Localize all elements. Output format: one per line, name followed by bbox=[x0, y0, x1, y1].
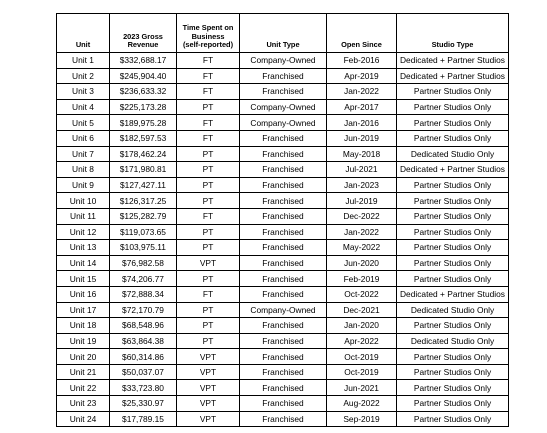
cell-unit-type: Franchised bbox=[240, 208, 327, 224]
cell-time-spent: PT bbox=[177, 146, 240, 162]
cell-unit-type: Franchised bbox=[240, 193, 327, 209]
unit-revenue-table bbox=[56, 13, 509, 427]
cell-open-since: Apr-2022 bbox=[327, 333, 397, 349]
cell-open-since: Dec-2022 bbox=[327, 208, 397, 224]
table-row bbox=[57, 318, 509, 334]
table-row bbox=[57, 130, 509, 146]
cell-open-since: Aug-2022 bbox=[327, 396, 397, 412]
cell-time-spent: VPT bbox=[177, 364, 240, 380]
cell-unit: Unit 13 bbox=[57, 240, 110, 256]
cell-open-since: Jan-2022 bbox=[327, 84, 397, 100]
header-time-line2: Business bbox=[191, 31, 225, 41]
cell-gross-revenue: $68,548.96 bbox=[110, 318, 177, 334]
cell-gross-revenue: $63,864.38 bbox=[110, 333, 177, 349]
cell-time-spent: VPT bbox=[177, 411, 240, 427]
cell-unit-type: Franchised bbox=[240, 177, 327, 193]
table-row bbox=[57, 208, 509, 224]
table-row bbox=[57, 115, 509, 131]
cell-gross-revenue: $245,904.40 bbox=[110, 68, 177, 84]
cell-open-since: Oct-2022 bbox=[327, 286, 397, 302]
cell-open-since: Apr-2017 bbox=[327, 99, 397, 115]
cell-open-since: Sep-2019 bbox=[327, 411, 397, 427]
cell-gross-revenue: $189,975.28 bbox=[110, 115, 177, 131]
cell-time-spent: FT bbox=[177, 130, 240, 146]
table-row bbox=[57, 364, 509, 380]
cell-unit-type: Franchised bbox=[240, 318, 327, 334]
cell-unit: Unit 11 bbox=[57, 208, 110, 224]
cell-studio-type: Dedicated Studio Only bbox=[397, 302, 509, 318]
table-row bbox=[57, 411, 509, 427]
cell-unit: Unit 3 bbox=[57, 84, 110, 100]
table-row bbox=[57, 380, 509, 396]
cell-open-since: Oct-2019 bbox=[327, 364, 397, 380]
cell-time-spent: PT bbox=[177, 333, 240, 349]
cell-time-spent: FT bbox=[177, 286, 240, 302]
cell-unit: Unit 18 bbox=[57, 318, 110, 334]
cell-unit: Unit 20 bbox=[57, 349, 110, 365]
cell-unit: Unit 2 bbox=[57, 68, 110, 84]
table-row bbox=[57, 162, 509, 178]
header-open-since: Open Since bbox=[327, 14, 397, 53]
cell-unit-type: Franchised bbox=[240, 162, 327, 178]
cell-studio-type: Dedicated + Partner Studios bbox=[397, 53, 509, 69]
cell-unit-type: Company-Owned bbox=[240, 115, 327, 131]
header-revenue-line1: 2023 Gross bbox=[123, 31, 163, 41]
table-row bbox=[57, 396, 509, 412]
cell-studio-type: Partner Studios Only bbox=[397, 364, 509, 380]
cell-unit-type: Franchised bbox=[240, 396, 327, 412]
cell-time-spent: VPT bbox=[177, 396, 240, 412]
cell-studio-type: Partner Studios Only bbox=[397, 208, 509, 224]
cell-gross-revenue: $127,427.11 bbox=[110, 177, 177, 193]
cell-unit: Unit 10 bbox=[57, 193, 110, 209]
cell-unit: Unit 21 bbox=[57, 364, 110, 380]
cell-gross-revenue: $236,633.32 bbox=[110, 84, 177, 100]
cell-open-since: May-2018 bbox=[327, 146, 397, 162]
header-unit-type: Unit Type bbox=[240, 14, 327, 53]
cell-studio-type: Partner Studios Only bbox=[397, 84, 509, 100]
table-row bbox=[57, 333, 509, 349]
cell-gross-revenue: $125,282.79 bbox=[110, 208, 177, 224]
cell-studio-type: Partner Studios Only bbox=[397, 318, 509, 334]
cell-unit: Unit 14 bbox=[57, 255, 110, 271]
cell-time-spent: VPT bbox=[177, 349, 240, 365]
table-row bbox=[57, 240, 509, 256]
cell-gross-revenue: $25,330.97 bbox=[110, 396, 177, 412]
cell-open-since: May-2022 bbox=[327, 240, 397, 256]
table-body bbox=[57, 53, 509, 427]
cell-open-since: Jan-2020 bbox=[327, 318, 397, 334]
cell-time-spent: FT bbox=[177, 208, 240, 224]
cell-gross-revenue: $119,073.65 bbox=[110, 224, 177, 240]
cell-unit: Unit 4 bbox=[57, 99, 110, 115]
cell-unit-type: Franchised bbox=[240, 130, 327, 146]
cell-unit: Unit 24 bbox=[57, 411, 110, 427]
cell-time-spent: PT bbox=[177, 193, 240, 209]
cell-time-spent: PT bbox=[177, 224, 240, 240]
cell-unit-type: Franchised bbox=[240, 380, 327, 396]
cell-gross-revenue: $225,173.28 bbox=[110, 99, 177, 115]
cell-gross-revenue: $33,723.80 bbox=[110, 380, 177, 396]
cell-time-spent: VPT bbox=[177, 255, 240, 271]
cell-gross-revenue: $76,982.58 bbox=[110, 255, 177, 271]
cell-studio-type: Partner Studios Only bbox=[397, 255, 509, 271]
cell-studio-type: Dedicated Studio Only bbox=[397, 146, 509, 162]
cell-unit-type: Franchised bbox=[240, 333, 327, 349]
cell-studio-type: Partner Studios Only bbox=[397, 271, 509, 287]
cell-open-since: Jun-2019 bbox=[327, 130, 397, 146]
cell-time-spent: FT bbox=[177, 68, 240, 84]
cell-unit-type: Company-Owned bbox=[240, 302, 327, 318]
cell-studio-type: Partner Studios Only bbox=[397, 380, 509, 396]
cell-unit-type: Franchised bbox=[240, 349, 327, 365]
table-row bbox=[57, 255, 509, 271]
cell-open-since: Dec-2021 bbox=[327, 302, 397, 318]
table-row bbox=[57, 177, 509, 193]
cell-time-spent: PT bbox=[177, 240, 240, 256]
cell-open-since: Feb-2019 bbox=[327, 271, 397, 287]
cell-gross-revenue: $60,314.86 bbox=[110, 349, 177, 365]
table-row bbox=[57, 68, 509, 84]
cell-unit-type: Franchised bbox=[240, 411, 327, 427]
table-row bbox=[57, 99, 509, 115]
cell-gross-revenue: $171,980.81 bbox=[110, 162, 177, 178]
cell-studio-type: Partner Studios Only bbox=[397, 396, 509, 412]
cell-gross-revenue: $178,462.24 bbox=[110, 146, 177, 162]
header-time-line1: Time Spent on bbox=[182, 23, 234, 33]
header-unit: Unit bbox=[57, 14, 110, 53]
cell-studio-type: Dedicated + Partner Studios bbox=[397, 162, 509, 178]
header-gross-revenue bbox=[110, 14, 177, 53]
cell-studio-type: Partner Studios Only bbox=[397, 99, 509, 115]
header-time-spent bbox=[177, 14, 240, 53]
cell-open-since: Jan-2023 bbox=[327, 177, 397, 193]
cell-time-spent: FT bbox=[177, 84, 240, 100]
table-row bbox=[57, 84, 509, 100]
cell-unit-type: Franchised bbox=[240, 146, 327, 162]
cell-unit-type: Franchised bbox=[240, 364, 327, 380]
cell-studio-type: Partner Studios Only bbox=[397, 411, 509, 427]
cell-time-spent: PT bbox=[177, 318, 240, 334]
cell-studio-type: Partner Studios Only bbox=[397, 224, 509, 240]
cell-unit-type: Franchised bbox=[240, 255, 327, 271]
cell-unit-type: Franchised bbox=[240, 271, 327, 287]
cell-open-since: Jul-2019 bbox=[327, 193, 397, 209]
cell-open-since: Jan-2016 bbox=[327, 115, 397, 131]
cell-studio-type: Partner Studios Only bbox=[397, 130, 509, 146]
cell-unit: Unit 19 bbox=[57, 333, 110, 349]
table-row bbox=[57, 224, 509, 240]
table-row bbox=[57, 349, 509, 365]
cell-gross-revenue: $74,206.77 bbox=[110, 271, 177, 287]
cell-time-spent: FT bbox=[177, 53, 240, 69]
header-revenue-line2: Revenue bbox=[127, 40, 159, 50]
cell-gross-revenue: $103,975.11 bbox=[110, 240, 177, 256]
cell-studio-type: Partner Studios Only bbox=[397, 193, 509, 209]
cell-unit: Unit 22 bbox=[57, 380, 110, 396]
cell-unit: Unit 16 bbox=[57, 286, 110, 302]
cell-studio-type: Dedicated + Partner Studios bbox=[397, 68, 509, 84]
cell-gross-revenue: $72,888.34 bbox=[110, 286, 177, 302]
cell-open-since: Jul-2021 bbox=[327, 162, 397, 178]
cell-studio-type: Partner Studios Only bbox=[397, 177, 509, 193]
cell-unit: Unit 17 bbox=[57, 302, 110, 318]
cell-time-spent: PT bbox=[177, 271, 240, 287]
cell-studio-type: Partner Studios Only bbox=[397, 240, 509, 256]
cell-open-since: Jun-2021 bbox=[327, 380, 397, 396]
cell-time-spent: PT bbox=[177, 162, 240, 178]
header-studio-type: Studio Type bbox=[397, 14, 509, 53]
cell-gross-revenue: $17,789.15 bbox=[110, 411, 177, 427]
cell-unit-type: Franchised bbox=[240, 240, 327, 256]
cell-unit: Unit 7 bbox=[57, 146, 110, 162]
cell-time-spent: FT bbox=[177, 115, 240, 131]
cell-open-since: Apr-2019 bbox=[327, 68, 397, 84]
table-row bbox=[57, 53, 509, 69]
table-row bbox=[57, 193, 509, 209]
cell-time-spent: PT bbox=[177, 99, 240, 115]
table-header-row bbox=[57, 14, 509, 53]
cell-time-spent: PT bbox=[177, 302, 240, 318]
cell-studio-type: Dedicated Studio Only bbox=[397, 333, 509, 349]
table-row bbox=[57, 286, 509, 302]
table-row bbox=[57, 271, 509, 287]
cell-gross-revenue: $126,317.25 bbox=[110, 193, 177, 209]
cell-open-since: Feb-2016 bbox=[327, 53, 397, 69]
cell-unit: Unit 12 bbox=[57, 224, 110, 240]
cell-unit: Unit 6 bbox=[57, 130, 110, 146]
cell-unit-type: Franchised bbox=[240, 68, 327, 84]
cell-studio-type: Partner Studios Only bbox=[397, 349, 509, 365]
cell-open-since: Oct-2019 bbox=[327, 349, 397, 365]
cell-unit-type: Franchised bbox=[240, 224, 327, 240]
cell-open-since: Jun-2020 bbox=[327, 255, 397, 271]
table-row bbox=[57, 146, 509, 162]
cell-open-since: Jan-2022 bbox=[327, 224, 397, 240]
cell-unit-type: Company-Owned bbox=[240, 99, 327, 115]
cell-studio-type: Dedicated + Partner Studios bbox=[397, 286, 509, 302]
cell-studio-type: Partner Studios Only bbox=[397, 115, 509, 131]
cell-unit: Unit 8 bbox=[57, 162, 110, 178]
cell-gross-revenue: $50,037.07 bbox=[110, 364, 177, 380]
cell-unit-type: Franchised bbox=[240, 84, 327, 100]
cell-unit: Unit 5 bbox=[57, 115, 110, 131]
table-row bbox=[57, 302, 509, 318]
cell-time-spent: PT bbox=[177, 177, 240, 193]
cell-unit: Unit 23 bbox=[57, 396, 110, 412]
cell-time-spent: VPT bbox=[177, 380, 240, 396]
cell-unit: Unit 9 bbox=[57, 177, 110, 193]
cell-unit: Unit 1 bbox=[57, 53, 110, 69]
cell-gross-revenue: $182,597.53 bbox=[110, 130, 177, 146]
header-time-line3: (self-reported) bbox=[182, 40, 234, 50]
cell-unit: Unit 15 bbox=[57, 271, 110, 287]
cell-gross-revenue: $332,688.17 bbox=[110, 53, 177, 69]
cell-gross-revenue: $72,170.79 bbox=[110, 302, 177, 318]
cell-unit-type: Franchised bbox=[240, 286, 327, 302]
cell-unit-type: Company-Owned bbox=[240, 53, 327, 69]
